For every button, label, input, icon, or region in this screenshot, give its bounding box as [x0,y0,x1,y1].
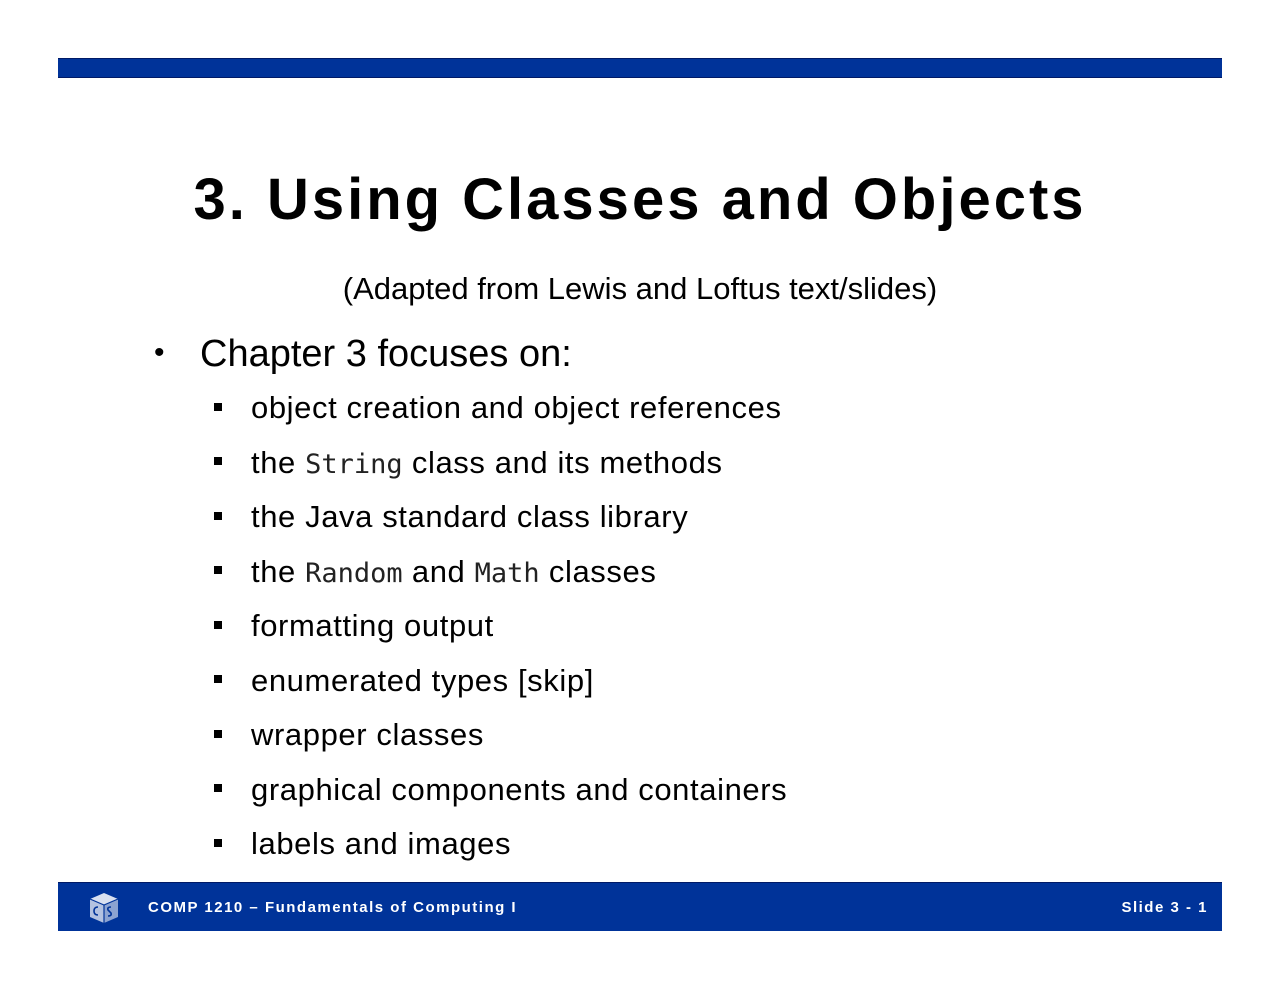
main-bullet [154,330,572,377]
bullet-dot-icon: • [154,336,165,369]
square-bullet-icon [214,403,222,411]
square-bullet-icon [214,675,222,683]
list-item-text-middle: and [402,553,475,589]
list-item-text: labels and images [251,826,512,861]
slide-subtitle: (Adapted from Lewis and Loftus text/slides) [342,271,938,306]
square-bullet-icon [214,512,222,520]
slide-title: 3. Using Classes and Objects [193,167,1087,232]
list-item-text-prefix: the [251,444,306,480]
list-item [214,768,787,823]
list-item [214,659,787,714]
list-item-text: graphical components and containers [251,771,788,807]
list-item-text: the Java standard class library [251,499,689,534]
footer-bar [58,882,1222,931]
list-item [214,713,787,768]
list-item-text-suffix: classes [539,553,657,589]
list-item-text: enumerated types [skip] [251,662,594,698]
square-bullet-icon [214,839,222,847]
topic-list [214,386,787,877]
list-item [214,604,787,659]
list-item [214,441,787,496]
code-random: Random [305,557,403,589]
list-item [214,822,787,877]
code-math: Math [474,557,540,589]
square-bullet-icon [214,457,222,465]
square-bullet-icon [214,566,222,574]
list-item [214,495,787,550]
top-header-bar [58,58,1222,78]
square-bullet-icon [214,621,222,629]
course-label: COMP 1210 – Fundamentals of Computing I [148,899,518,916]
list-item [214,386,787,441]
square-bullet-icon [214,784,222,792]
list-item-text-prefix: the [251,553,306,589]
slide-number: Slide 3 - 1 [1121,899,1208,916]
square-bullet-icon [214,730,222,738]
list-item-text: object creation and object references [251,390,782,425]
code-string: String [305,448,403,480]
list-item-text: formatting output [251,608,494,643]
cse-cube-logo-icon [84,891,124,925]
main-bullet-text: Chapter 3 focuses on: [200,333,572,375]
list-item-text: wrapper classes [251,717,484,752]
list-item-text-suffix: class and its methods [402,444,723,480]
list-item [214,550,787,605]
